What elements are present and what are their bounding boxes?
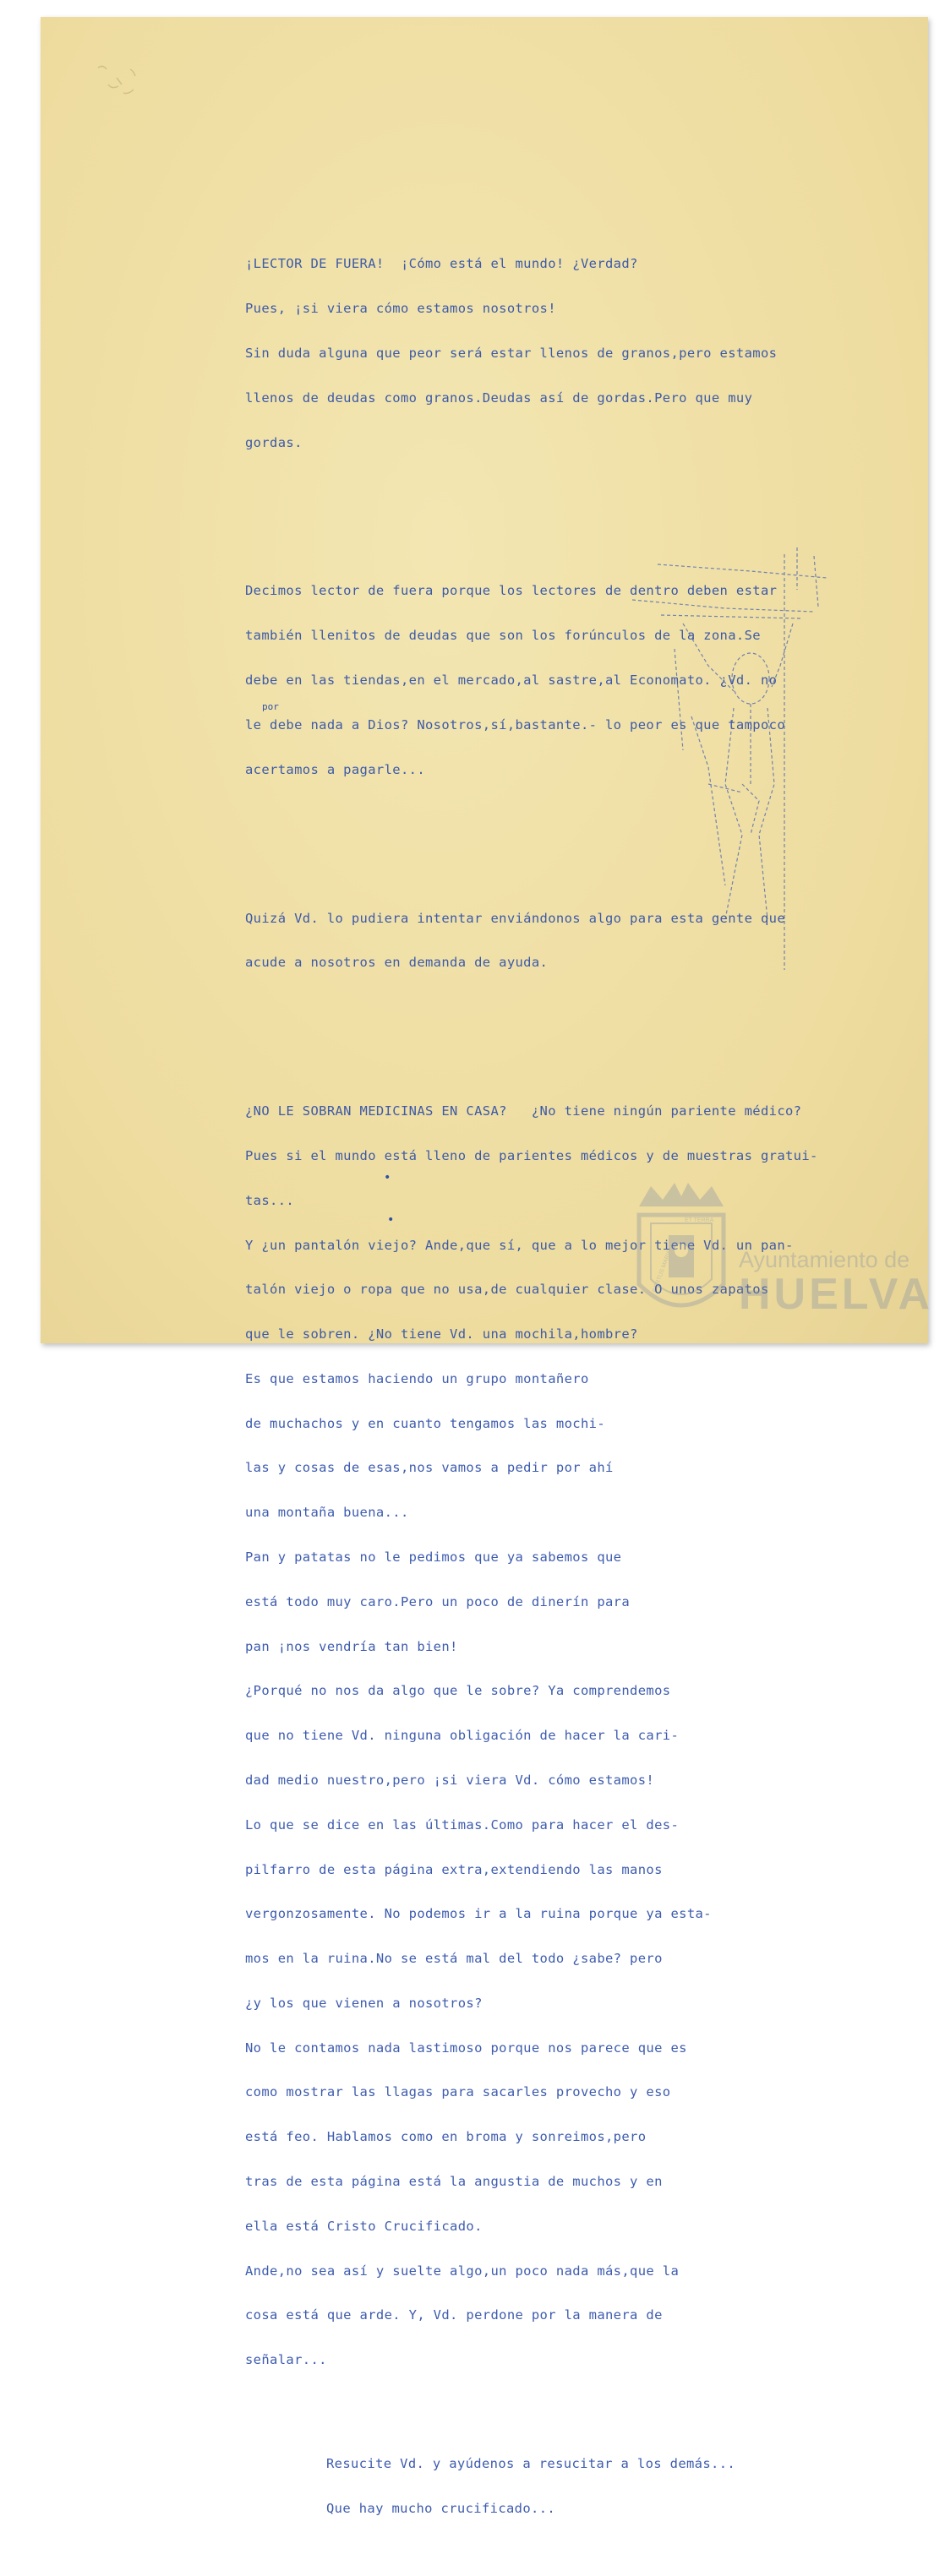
letter-line: Y ¿un pantalón viejo? Ande,que sí, que a lo mejor tiene Vd. un pan- xyxy=(245,1237,794,1253)
letter-line: ella está Cristo Crucificado. xyxy=(245,2218,483,2234)
crucified-figure-drawing xyxy=(624,531,869,970)
letter-line: Quizá Vd. lo pudiera intentar enviándonos algo para esta gente que xyxy=(245,910,785,926)
letter-line: está todo muy caro.Pero un poco de dinerín para xyxy=(245,1593,631,1609)
letter-line: pan ¡nos vendría tan bien! xyxy=(245,1638,458,1654)
letter-line: ¿Porqué no nos da algo que le sobre? Ya comprendemos xyxy=(245,1683,671,1699)
closing xyxy=(245,2427,854,2546)
paragraph-1 xyxy=(245,227,854,480)
letter-line: que le sobren. ¿No tiene Vd. una mochila,hombre? xyxy=(245,1326,638,1342)
letter-line: No le contamos nada lastimoso porque nos parece que es xyxy=(245,2040,687,2056)
ink-dot: • xyxy=(384,1171,391,1185)
letter-line: ¿NO LE SOBRAN MEDICINAS EN CASA? ¿No tiene ningún pariente médico? xyxy=(245,1103,802,1119)
letter-line: Ande,no sea así y suelte algo,un poco nada más,que la xyxy=(245,2263,680,2279)
closing-line: Que hay mucho crucificado... xyxy=(326,2501,556,2517)
letter-line: Lo que se dice en las últimas.Como para hacer el des- xyxy=(245,1816,680,1833)
coat-of-arms-icon xyxy=(631,1174,732,1326)
letter-line: que no tiene Vd. ninguna obligación de hacer la cari- xyxy=(245,1728,680,1744)
letter-line: está feo. Hablamos como en broma y sonreimos,pero xyxy=(245,2129,647,2145)
emboss-marks xyxy=(91,59,150,110)
letter-line: Decimos lector de fuera porque los lectores de dentro deben estar xyxy=(245,583,778,599)
letter-line: las y cosas de esas,nos vamos a pedir por ahí xyxy=(245,1460,614,1476)
letter-line: le debe nada a Dios? Nosotros,sí,bastante.- lo peor es que tampoco xyxy=(245,716,785,732)
letter-line: dad medio nuestro,pero ¡si viera Vd. cómo estamos! xyxy=(245,1772,655,1788)
letter-line: debe en las tiendas,en el mercado,al sastre,al Economato. ¿Vd. no xyxy=(245,673,778,688)
interlinear-correction: por xyxy=(262,701,279,712)
letter-line: tras de esta página está la angustia de muchos y en xyxy=(245,2173,663,2189)
letter-line: de muchachos y en cuanto tengamos las mochi- xyxy=(245,1415,605,1431)
watermark xyxy=(631,1174,934,1326)
letter-line: Sin duda alguna que peor será estar llenos de granos,pero estamos xyxy=(245,345,778,361)
watermark-motto-side: PORTUS MARIS xyxy=(652,1249,674,1293)
letter-line: tas... xyxy=(245,1192,295,1208)
letter-line: llenos de deudas como granos.Deudas así de gordas.Pero que muy xyxy=(245,389,753,406)
letter-line: ¿y los que vienen a nosotros? xyxy=(245,1995,483,2011)
letter-line: pilfarro de esta página extra,extendiendo las manos xyxy=(245,1861,663,1877)
letter-line: vergonzosamente. No podemos ir a la ruina porque ya esta- xyxy=(245,1906,712,1922)
ink-dot: • xyxy=(387,1213,395,1227)
letter-line: acude a nosotros en demanda de ayuda. xyxy=(245,955,549,971)
letter-line: también llenitos de deudas que son los forúnculos de la zona.Se xyxy=(245,628,761,644)
watermark-motto: ET TERRA xyxy=(685,1217,714,1223)
letter-line: como mostrar las llagas para sacarles provecho y eso xyxy=(245,2084,671,2100)
closing-line: Resucite Vd. y ayúdenos a resucitar a los demás... xyxy=(326,2456,736,2472)
letter-line: Pan y patatas no le pedimos que ya sabemos que xyxy=(245,1549,622,1566)
letter-line: Es que estamos haciendo un grupo montañero xyxy=(245,1370,589,1386)
letter-line: mos en la ruina.No se está mal del todo ¿sabe? pero xyxy=(245,1951,663,1967)
watermark-line1: Ayuntamiento de xyxy=(739,1247,910,1272)
letter-line: señalar... xyxy=(245,2352,327,2368)
letter-line: ¡LECTOR DE FUERA! ¡Cómo está el mundo! ¿Verdad? xyxy=(245,256,638,272)
paper-sheet xyxy=(41,17,934,2517)
letter-line: gordas. xyxy=(245,434,303,450)
watermark-line2: HUELVA xyxy=(739,1270,934,1319)
letter-line: acertamos a pagarle... xyxy=(245,761,425,777)
letter-line: cosa está que arde. Y, Vd. perdone por la manera de xyxy=(245,2307,663,2323)
letter-line: una montaña buena... xyxy=(245,1505,409,1521)
letter-line: talón viejo o ropa que no usa,de cualquier clase. O unos zapatos xyxy=(245,1282,769,1298)
letter-line: Pues, ¡si viera cómo estamos nosotros! xyxy=(245,301,556,317)
letter-line: Pues si el mundo está lleno de parientes médicos y de muestras gratui- xyxy=(245,1148,818,1163)
